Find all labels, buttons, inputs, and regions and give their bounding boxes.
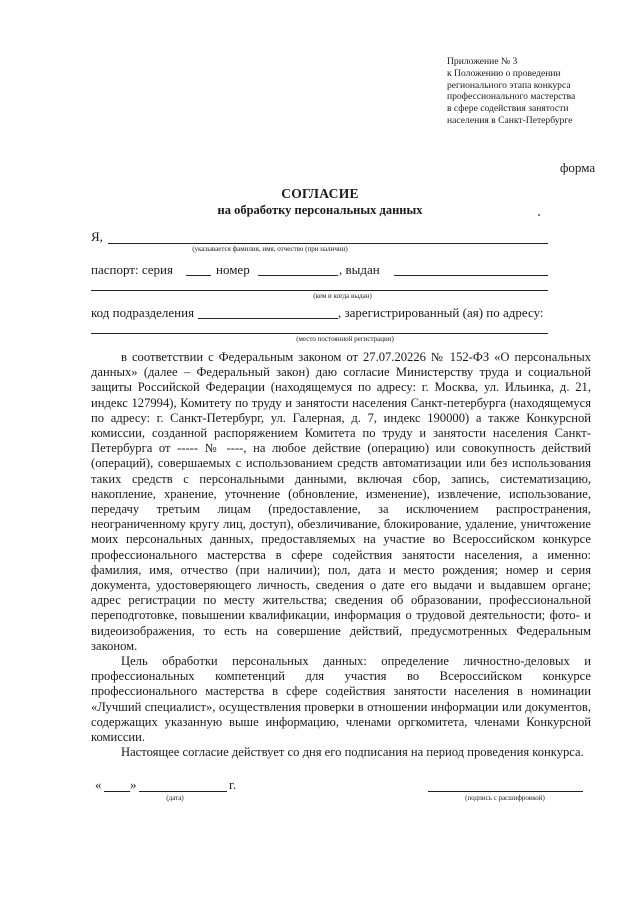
passport-number-label: номер bbox=[216, 262, 250, 277]
signature-field[interactable] bbox=[428, 791, 583, 792]
passport-series-label: паспорт: серия bbox=[91, 262, 173, 277]
consent-paragraph-2: Цель обработки персональных данных: определение личностно-деловых и профессиональных компетенций для участия во Всероссийском конкурсе профессионального мастерства в сфере содействия занятости населения в номинации «Лучший специалист», осуществления проверки в отношении информации или документов, содержащих указанную выше информацию, членами оргкомитета, членами Конкурсной комиссии. bbox=[91, 654, 591, 745]
issued-by-field-line2[interactable] bbox=[91, 290, 548, 291]
name-caption: (указывается фамилия, имя, отчество (при наличии) bbox=[192, 245, 348, 253]
passport-number-field[interactable] bbox=[258, 275, 338, 276]
document-title bbox=[0, 186, 640, 218]
signature-caption: (подпись с расшифровкой) bbox=[465, 794, 545, 802]
date-year-suffix: г. bbox=[229, 777, 237, 792]
full-name-field[interactable] bbox=[108, 243, 548, 244]
consent-paragraph-1: в соответствии с Федеральным законом от 27.07.20226 № 152-ФЗ «О персональных данных» (далее – Федеральный закон) даю согласие Министерству труда и социальной защиты Российской Федерации (находящемуся по адресу: г. Москва, ул. Ильинка, д. 21, индекс 127994), Комитету по труду и занятости населения Санкт-петербурга (находящемуся по адресу: г. Санкт-Петербург, ул. Галерная, д. 7, индекс 190000) а также Конкурсной комиссии, созданной распоряжением Комитета по труду и занятости населения Санкт-Петербурга от ----- № ----, на любое действие (операцию) или совокупность действий (операций), совершаемых с использованием средств автоматизации или без использования таких средств с персональными данными, включая сбор, запись, систематизацию, накопление, хранение, уточнение (обновление, изменение), извлечение, использование, передачу третьим лицам (предоставление, за исключением распространения, неограниченному кругу лиц, доступ), обезличивание, блокирование, удаление, уничтожение моих персональных данных, предоставляемых на участие во Всероссийском конкурсе профессионального мастерства в сфере содействия занятости населения, а именно: фамилия, имя, отчество (при наличии); пол, дата и место рождения; номер и серия документа, удостоверяющего личность, сведения о дате его выдачи и выдавшем органе; адрес регистрации по месту жительства; сведения об образовании, профессиональной переподготовке, повышении квалификации, информация о трудовой деятельности; фото- и видеоизображения, то есть на совершение действий, предусмотренных Федеральным законом. bbox=[91, 350, 591, 653]
consent-body bbox=[91, 350, 591, 760]
issued-label: , выдан bbox=[339, 262, 380, 277]
registered-label: , зарегистрированный (ая) по адресу: bbox=[338, 305, 544, 320]
i-label: Я, bbox=[91, 229, 103, 244]
appendix-line: регионального этапа конкурса bbox=[447, 79, 571, 91]
date-day-field[interactable] bbox=[104, 791, 130, 792]
division-code-field[interactable] bbox=[198, 318, 338, 319]
appendix-note bbox=[447, 56, 632, 127]
date-open-quote: « bbox=[95, 777, 102, 792]
date-month-year-field[interactable] bbox=[139, 791, 227, 792]
title-main: СОГЛАСИЕ bbox=[281, 186, 359, 201]
issued-by-field[interactable] bbox=[394, 275, 548, 276]
appendix-line: к Положению о проведении bbox=[447, 67, 561, 79]
consent-paragraph-3: Настоящее согласие действует со дня его подписания на период проведения конкурса. bbox=[121, 745, 584, 760]
title-sub: на обработку персональных данных bbox=[217, 203, 423, 217]
passport-series-field[interactable] bbox=[186, 275, 211, 276]
appendix-line: профессионального мастерства bbox=[447, 91, 576, 103]
division-code-label: код подразделения bbox=[91, 305, 195, 320]
form-label: форма bbox=[560, 160, 596, 175]
speck bbox=[538, 214, 540, 216]
date-caption: (дата) bbox=[166, 794, 184, 802]
address-caption: (место постоянной регистрации) bbox=[296, 335, 394, 343]
appendix-line: Приложение № 3 bbox=[447, 56, 518, 67]
appendix-line: населения в Санкт-Петербурге bbox=[447, 114, 573, 126]
address-field[interactable] bbox=[91, 333, 548, 334]
issued-caption: (кем и когда выдан) bbox=[313, 292, 372, 300]
date-close-quote: » bbox=[130, 777, 137, 792]
appendix-line: в сфере содействия занятости bbox=[447, 103, 569, 115]
